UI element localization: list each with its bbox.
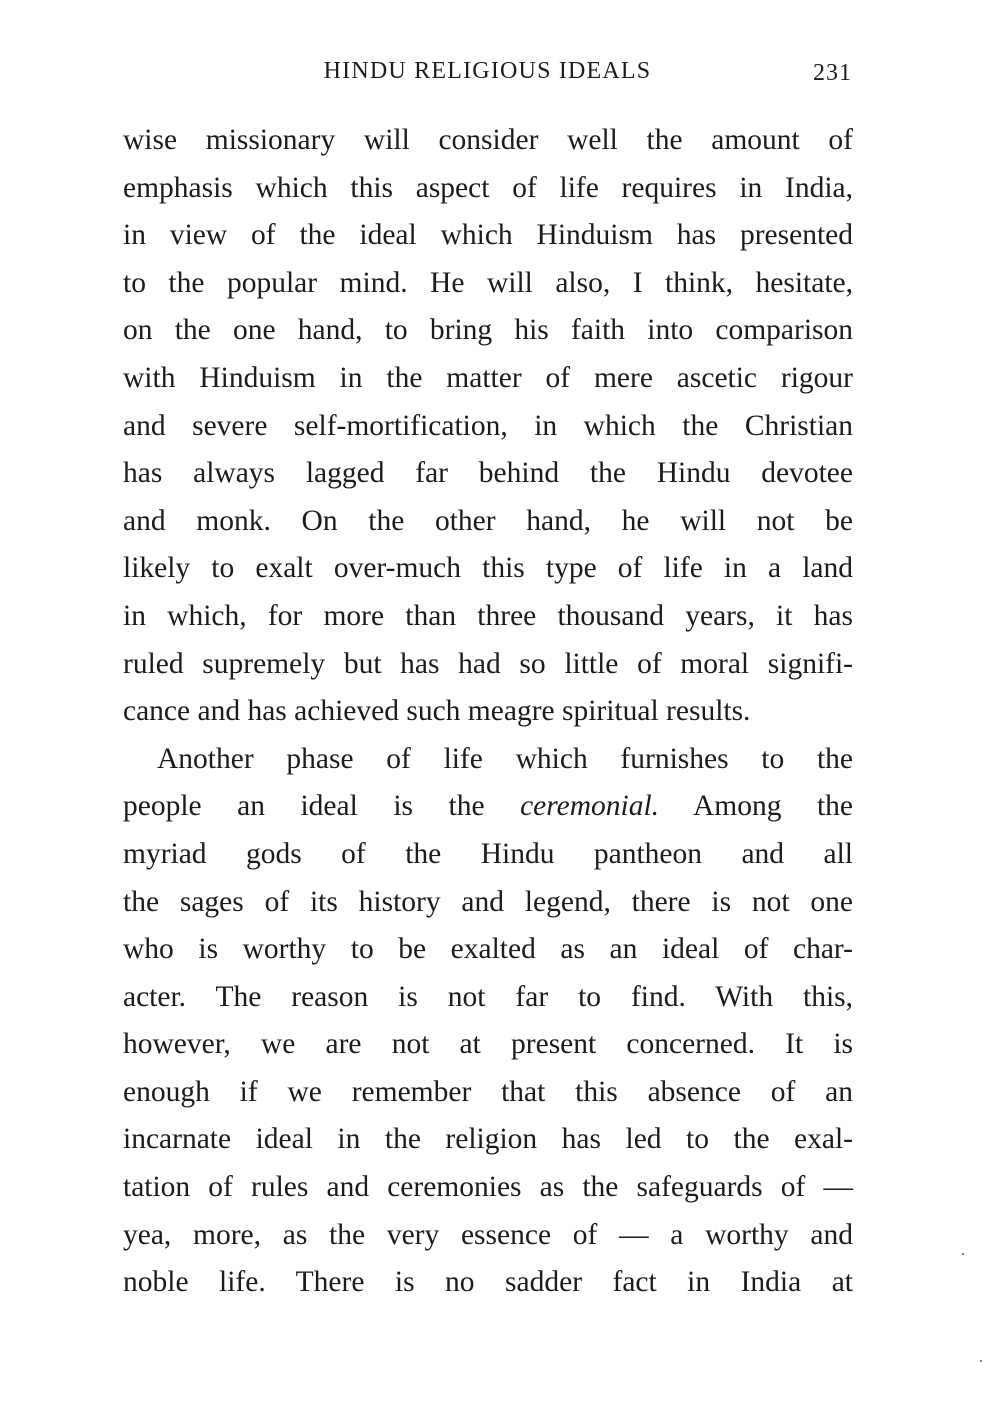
text-line: enough if we remember that this absence of an [123,1075,853,1108]
text-line: emphasis which this aspect of life requires in India, [123,171,853,204]
text-line: however, we are not at present concerned. It is [123,1028,853,1061]
text-line: with Hinduism in the matter of mere ascetic rigour [123,361,853,394]
text-line: tation of rules and ceremonies as the safeguards of — [123,1171,853,1204]
text-line: acter. The reason is not far to find. With this, [123,980,853,1013]
text-line: who is worthy to be exalted as an ideal of char- [123,933,853,966]
text-line: on the one hand, to bring his faith into comparison [123,314,853,347]
text-line: wise missionary will consider well the amount of [123,124,853,156]
text-segment: people an ideal is the [123,790,521,823]
text-line: and monk. On the other hand, he will not be [123,504,853,537]
text-segment: Among the [659,790,853,823]
paragraph-1 [123,117,853,736]
running-title: HINDU RELIGIOUS IDEALS [323,58,652,84]
text-line: in which, for more than three thousand years, it has [123,599,853,632]
text-line: Another phase of life which furnishes to the [157,742,853,775]
italic-term: ceremonial. [520,790,660,823]
text-line: in view of the ideal which Hinduism has presented [123,219,853,252]
text-line-with-italic [123,783,853,831]
text-line: to the popular mind. He will also, I think, hesitate, [123,266,853,299]
text-line: ruled supremely but has had so little of moral signifi- [123,647,853,680]
text-line: likely to exalt over-much this type of life in a land [123,552,853,585]
text-line: cance and has achieved such meagre spiritual results. [123,695,751,728]
text-line: myriad gods of the Hindu pantheon and all [123,837,853,870]
text-line: yea, more, as the very essence of — a worthy and [123,1218,853,1251]
page-number: 231 [813,60,852,86]
margin-speck [980,1360,982,1362]
body-text [123,117,853,1307]
text-line: and severe self-mortification, in which the Christian [123,409,853,442]
text-line: has always lagged far behind the Hindu devotee [123,457,853,490]
margin-speck [962,1253,964,1255]
text-line: noble life. There is no sadder fact in India at [123,1266,853,1299]
running-head [0,58,1000,94]
text-line: incarnate ideal in the religion has led to the exal- [123,1123,853,1156]
paragraph-2 [123,736,853,1307]
text-line: the sages of its history and legend, there is not one [123,885,853,918]
